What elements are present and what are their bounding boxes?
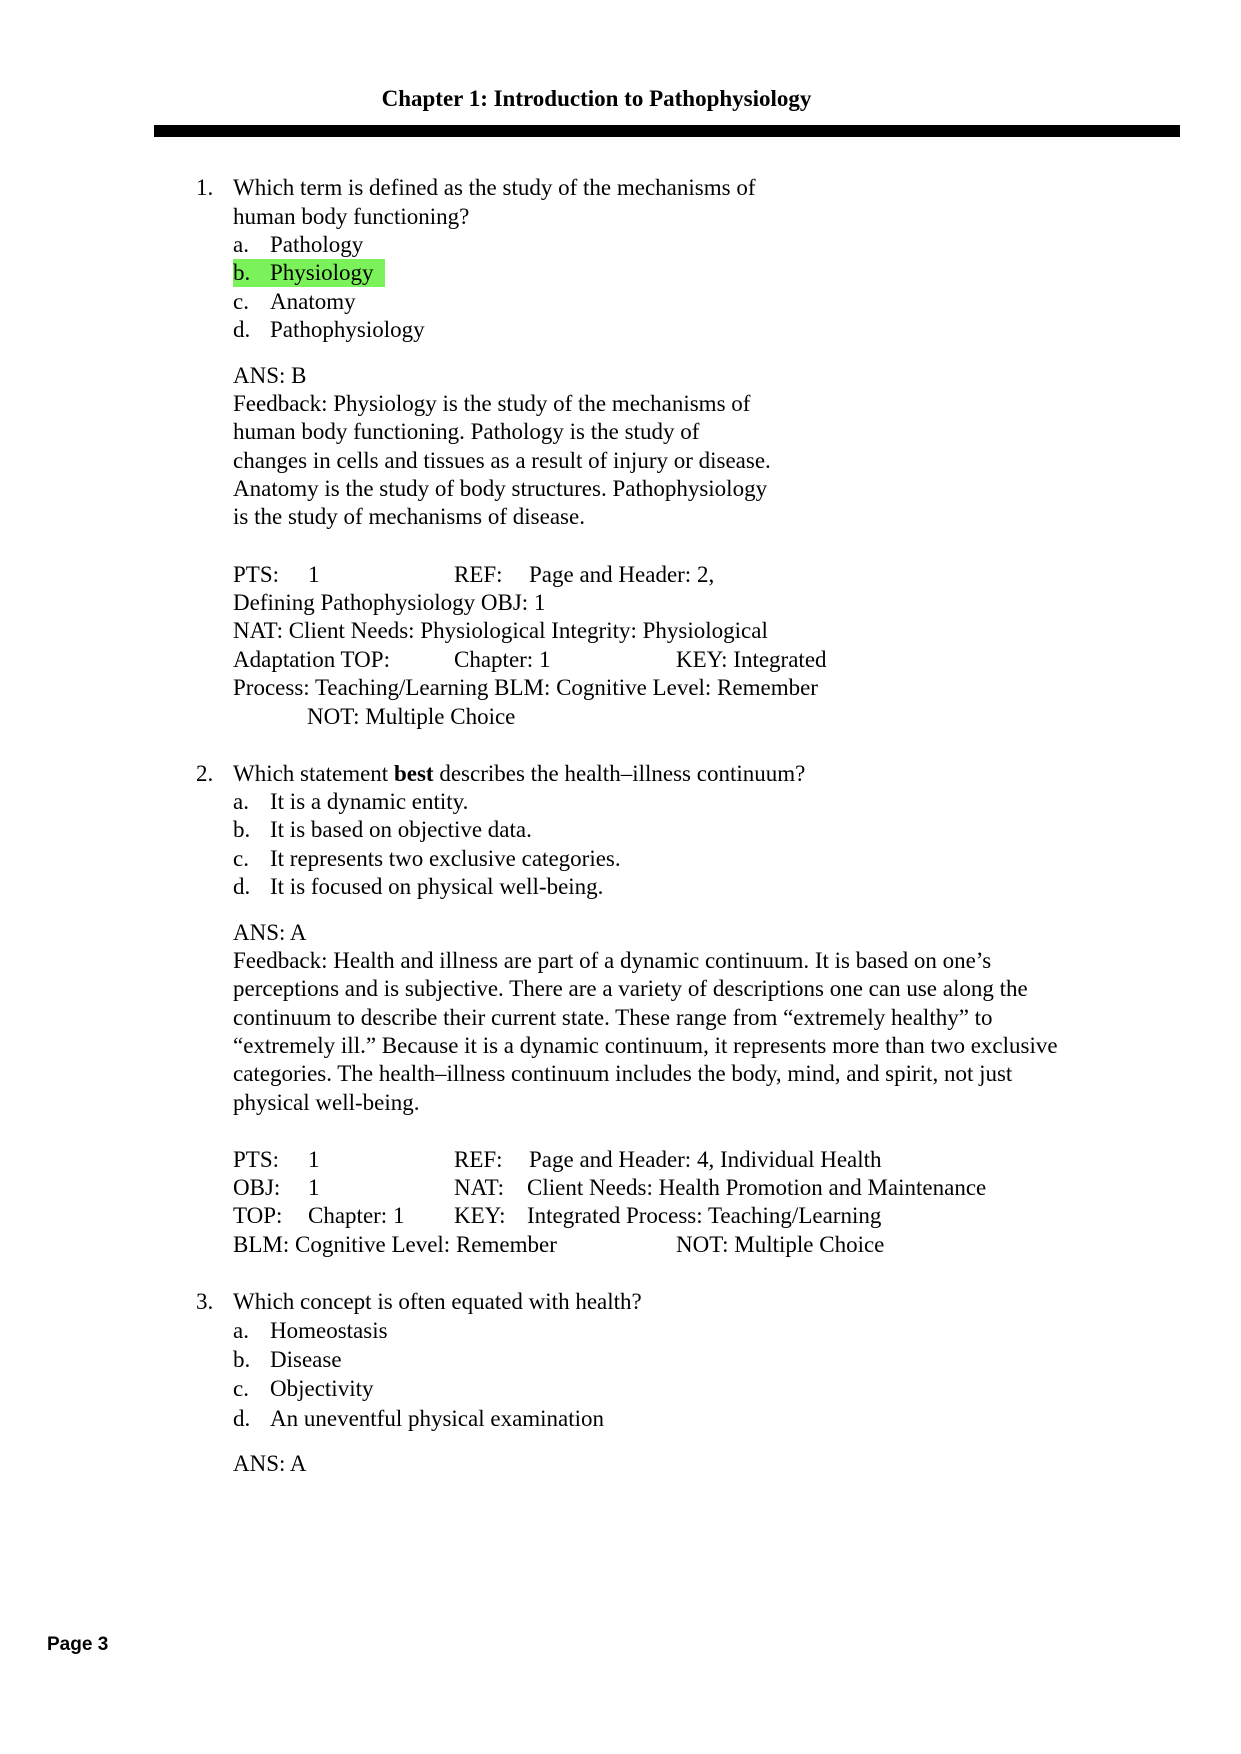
option-text: Disease: [270, 1347, 342, 1372]
feedback-line: Feedback: Physiology is the study of the mechanisms of: [233, 391, 751, 416]
question-number: 3.: [196, 1289, 214, 1314]
meta-line: NOT: Multiple Choice: [676, 1232, 885, 1257]
option-text: Homeostasis: [270, 1318, 388, 1343]
option-text: It is a dynamic entity.: [270, 789, 469, 814]
meta-line: Chapter: 1: [454, 647, 551, 672]
header-rule: [154, 125, 1180, 137]
meta-line: NAT: Client Needs: Physiological Integrity: Physiological: [233, 618, 768, 643]
stem-text: Which statement: [233, 761, 394, 786]
option-text: Anatomy: [270, 289, 356, 314]
option-text: Objectivity: [270, 1376, 374, 1401]
meta-line: Adaptation TOP:: [233, 647, 390, 672]
option-text: It represents two exclusive categories.: [270, 846, 621, 871]
meta-label: TOP:: [233, 1203, 283, 1228]
feedback-line: Anatomy is the study of body structures. Pathophysiology: [233, 476, 768, 501]
meta-line: NOT: Multiple Choice: [307, 704, 516, 729]
question-number: 2.: [196, 761, 214, 786]
option-letter: c.: [233, 1376, 249, 1401]
page-title: Chapter 1: Introduction to Pathophysiology: [381, 86, 812, 111]
option-letter: b.: [233, 1347, 251, 1372]
stem-text: describes the health–illness continuum?: [433, 761, 806, 786]
meta-value: 1: [308, 562, 320, 587]
meta-line: KEY: Integrated: [676, 647, 827, 672]
stem-emphasis: best: [393, 761, 434, 786]
option-letter: c.: [233, 846, 249, 871]
answer-line: ANS: A: [233, 1451, 307, 1476]
meta-value: Page and Header: 4, Individual Health: [529, 1147, 882, 1172]
meta-line: BLM: Cognitive Level: Remember: [233, 1232, 557, 1257]
meta-label: KEY:: [454, 1203, 506, 1228]
option-letter: a.: [233, 232, 249, 257]
option-letter: d.: [233, 317, 251, 342]
meta-label: OBJ:: [233, 1175, 281, 1200]
question-stem-line: Which concept is often equated with health?: [233, 1289, 642, 1314]
meta-value: Page and Header: 2,: [529, 562, 715, 587]
option-text: It is based on objective data.: [270, 817, 532, 842]
answer-line: ANS: B: [233, 363, 307, 388]
meta-label: REF:: [454, 1147, 503, 1172]
feedback-line: “extremely ill.” Because it is a dynamic continuum, it represents more than two exclusive: [233, 1033, 1058, 1058]
option-text: Physiology: [270, 260, 374, 285]
meta-value: Chapter: 1: [308, 1203, 405, 1228]
option-letter: d.: [233, 1406, 251, 1431]
feedback-line: is the study of mechanisms of disease.: [233, 504, 585, 529]
feedback-line: continuum to describe their current state. These range from “extremely healthy” to: [233, 1005, 993, 1030]
option-letter: a.: [233, 789, 249, 814]
feedback-line: physical well-being.: [233, 1090, 420, 1115]
meta-label: NAT:: [454, 1175, 504, 1200]
question-number: 1.: [196, 175, 214, 200]
feedback-line: categories. The health–illness continuum includes the body, mind, and spirit, not just: [233, 1061, 1013, 1086]
option-letter: c.: [233, 289, 249, 314]
page-number: Page 3: [47, 1634, 109, 1655]
option-text: Pathology: [270, 232, 364, 257]
meta-line: Process: Teaching/Learning BLM: Cognitive Level: Remember: [233, 675, 818, 700]
answer-line: ANS: A: [233, 920, 307, 945]
feedback-line: changes in cells and tissues as a result of injury or disease.: [233, 448, 771, 473]
option-letter: d.: [233, 874, 251, 899]
option-text: An uneventful physical examination: [270, 1406, 605, 1431]
meta-label: PTS:: [233, 1147, 280, 1172]
highlighted-answer: [233, 259, 385, 287]
option-text: It is focused on physical well-being.: [270, 874, 604, 899]
meta-value: 1: [308, 1175, 320, 1200]
meta-value: 1: [308, 1147, 320, 1172]
meta-label: PTS:: [233, 562, 280, 587]
option-letter: b.: [233, 817, 251, 842]
feedback-line: perceptions and is subjective. There are a variety of descriptions one can use along the: [233, 976, 1028, 1001]
option-text: Pathophysiology: [270, 317, 425, 342]
feedback-line: human body functioning. Pathology is the study of: [233, 419, 700, 444]
question-stem-line: human body functioning?: [233, 204, 470, 229]
meta-label: REF:: [454, 562, 503, 587]
option-letter: a.: [233, 1318, 249, 1343]
question-stem-line: [233, 760, 805, 788]
option-letter: b.: [233, 260, 251, 285]
question-stem-line: Which term is defined as the study of the mechanisms of: [233, 175, 756, 200]
meta-line: Defining Pathophysiology OBJ: 1: [233, 590, 546, 615]
meta-value: Client Needs: Health Promotion and Maintenance: [527, 1175, 987, 1200]
meta-value: Integrated Process: Teaching/Learning: [527, 1203, 882, 1228]
feedback-line: Feedback: Health and illness are part of a dynamic continuum. It is based on one’s: [233, 948, 992, 973]
